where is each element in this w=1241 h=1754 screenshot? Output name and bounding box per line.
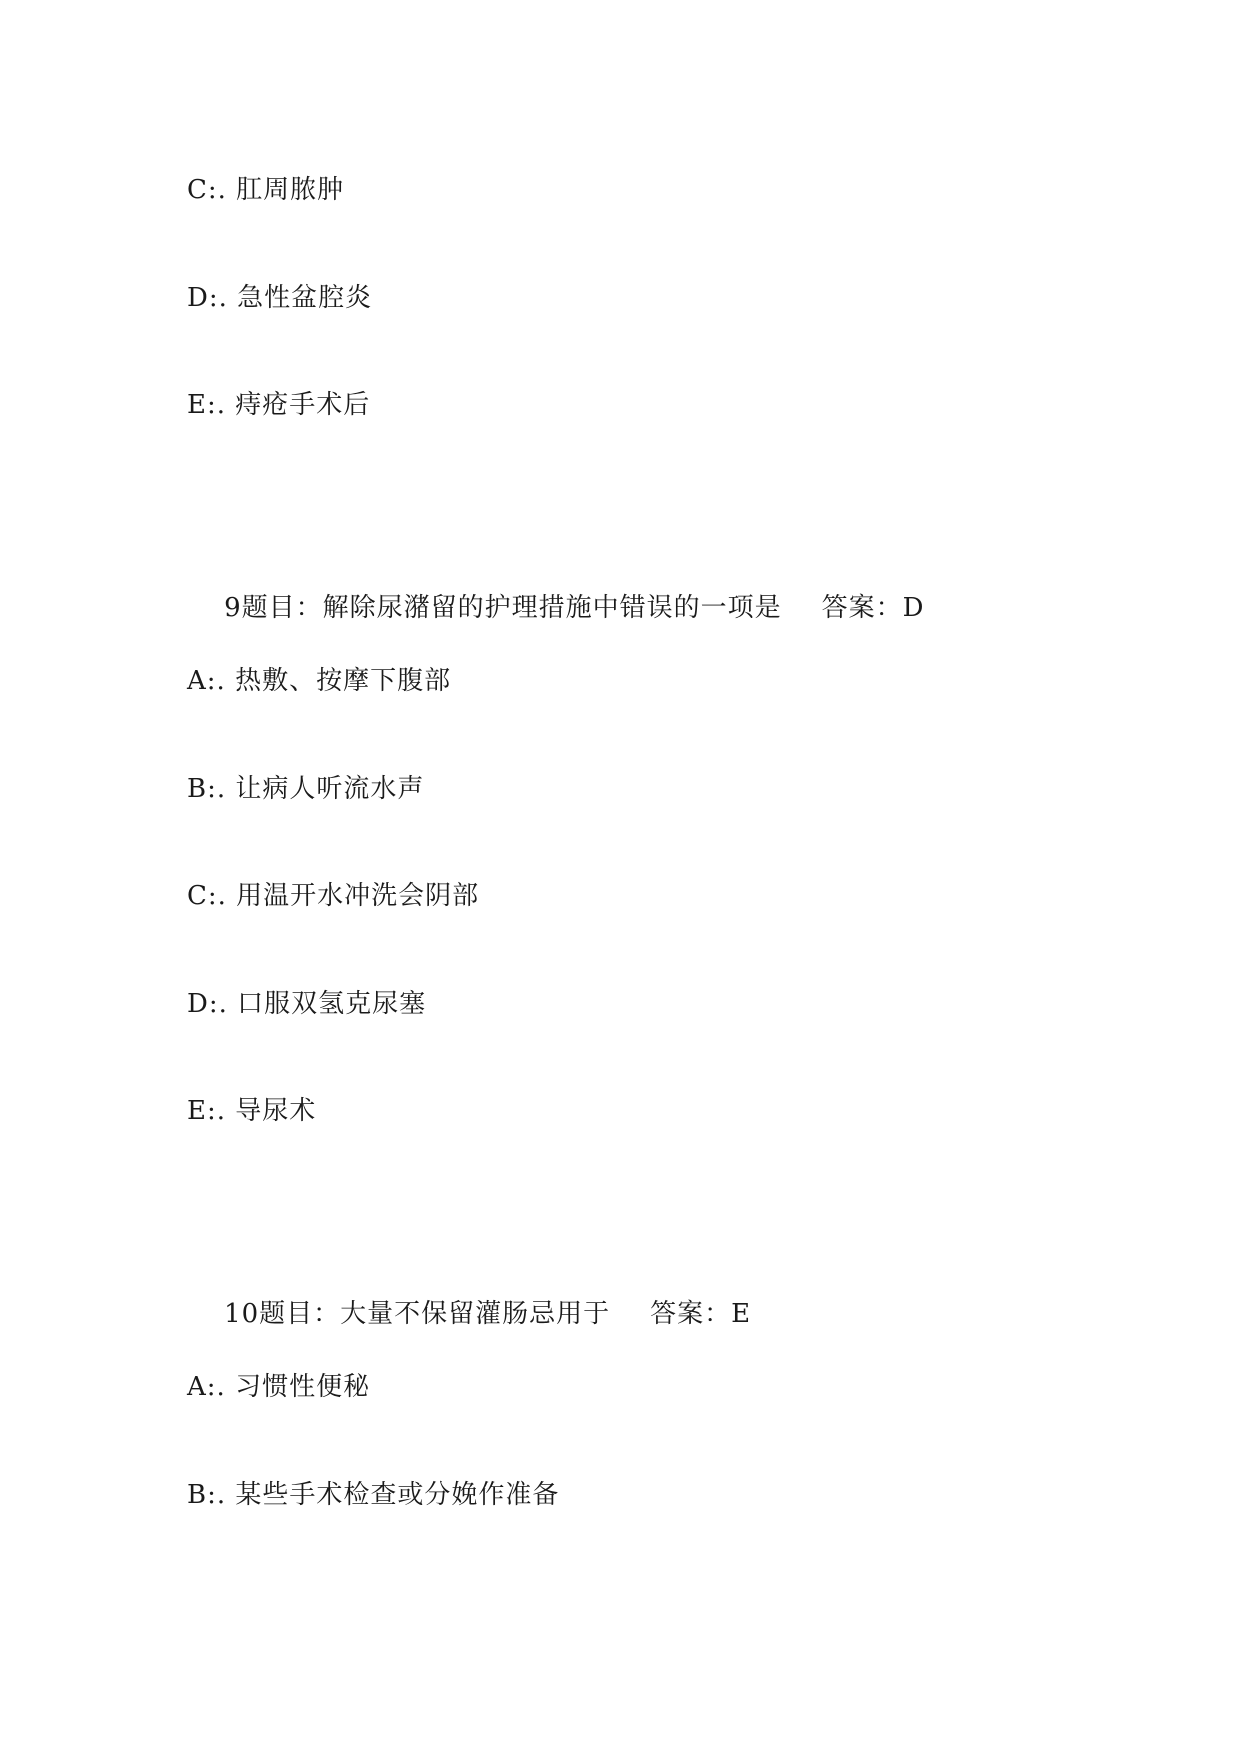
option-e: E:. 痔疮手术后 [187, 390, 371, 420]
question-title [187, 1263, 751, 1365]
option-b: B:. 某些手术检查或分娩作准备 [187, 1480, 560, 1510]
option-a: A:. 热敷、按摩下腹部 [187, 666, 452, 696]
option-a: A:. 习惯性便秘 [187, 1372, 371, 1402]
option-d: D:. 急性盆腔炎 [187, 283, 373, 313]
question-text: 10题目：大量不保留灌肠忌用于 [224, 1299, 611, 1329]
option-e: E:. 导尿术 [187, 1096, 317, 1126]
question-title [187, 557, 924, 659]
question-text: 9题目：解除尿潴留的护理措施中错误的一项是 [224, 593, 782, 623]
answer-label: 答案：D [821, 593, 925, 623]
option-b: B:. 让病人听流水声 [187, 774, 425, 804]
answer-label: 答案：E [650, 1299, 752, 1329]
option-d: D:. 口服双氢克尿塞 [187, 989, 427, 1019]
option-c: C:. 用温开水冲洗会阴部 [187, 881, 480, 911]
option-c: C:. 肛周脓肿 [187, 175, 345, 205]
